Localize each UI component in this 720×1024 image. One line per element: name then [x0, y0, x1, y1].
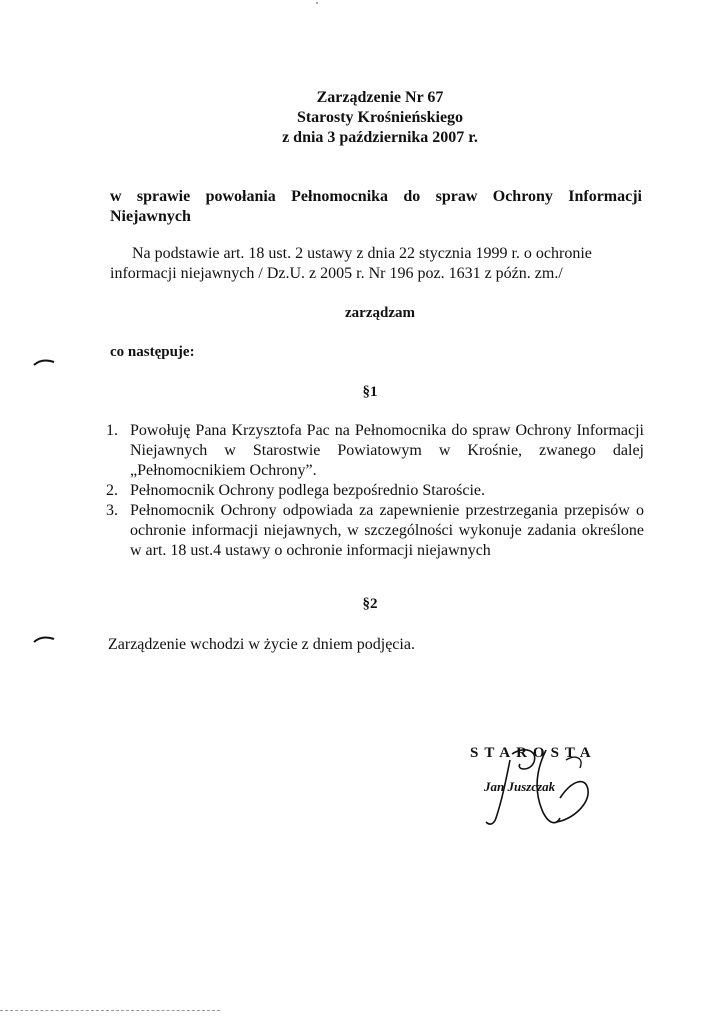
footer-divider [0, 1010, 220, 1012]
section-1-title: §1 [362, 384, 378, 400]
list-item [104, 501, 644, 561]
legal-basis [110, 244, 644, 284]
list-item-number: 3. [106, 502, 118, 519]
document-header [0, 88, 720, 148]
list-item-text: Pełnomocnik Ochrony odpowiada za zapewnienie przestrzegania przepisów o ochronie informacji niejawnych, w szczególności wykonuje zadania określone w art. 18 ust.4 ustawy o ochronie informacji niejawnych [130, 502, 644, 559]
list-item [104, 481, 644, 501]
document-subject: w sprawie powołania Pełnomocnika do spraw Ochrony Informacji Niejawnych [110, 188, 642, 225]
continuation-text: co następuje: [110, 344, 195, 360]
list-item-number: 1. [106, 422, 118, 439]
header-date: z dnia 3 października 2007 r. [282, 129, 478, 146]
header-title: Zarządzenie Nr 67 [316, 89, 444, 106]
punch-mark-bottom [32, 634, 56, 644]
legal-basis-line-1: Na podstawie art. 18 ust. 2 ustawy z dnia 22 stycznia 1999 r. o ochronie [132, 245, 592, 262]
section-2-title: §2 [362, 596, 378, 612]
list-item-number: 2. [106, 482, 118, 499]
signatory-name: Jan Juszczak [484, 779, 556, 794]
legal-basis-line-2: informacji niejawnych / Dz.U. z 2005 r. Nr 196 poz. 1631 z późn. zm./ [110, 265, 563, 282]
list-item [104, 421, 644, 481]
section-2-text: Zarządzenie wchodzi w życie z dniem podjęcia. [108, 636, 415, 653]
signatory-title: STAROSTA [470, 745, 597, 761]
section-1-list [104, 421, 644, 561]
ordering-word: zarządzam [345, 305, 415, 321]
list-item-text: Powołuję Pana Krzysztofa Pac na Pełnomocnika do spraw Ochrony Informacji Niejawnych w Starostwie Powiatowym w Krośnie, zwanego dalej „Pełnomocnikiem Ochrony”. [130, 422, 644, 479]
scan-speck [316, 2, 318, 4]
list-item-text: Pełnomocnik Ochrony podlega bezpośrednio Staroście. [130, 482, 486, 499]
punch-mark-top [32, 357, 56, 367]
handwritten-signature [476, 740, 596, 850]
header-issuer: Starosty Krośnieńskiego [296, 109, 464, 126]
